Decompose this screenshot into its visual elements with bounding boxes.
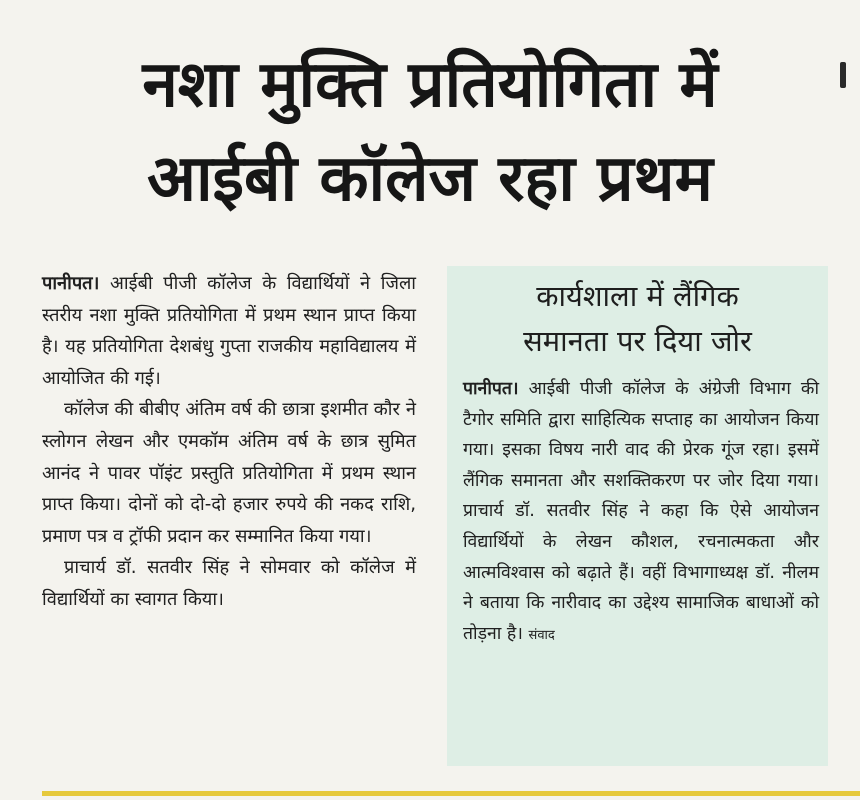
side-story-credit: संवाद bbox=[528, 627, 555, 643]
headline bbox=[0, 38, 860, 226]
side-story-title-line-2: समानता पर दिया जोर bbox=[523, 324, 752, 358]
side-story-box bbox=[447, 266, 828, 766]
side-story-title-line-1: कार्यशाला में लैंगिक bbox=[536, 279, 739, 313]
main-story-paragraph-1-text: आईबी पीजी कॉलेज के विद्यार्थियों ने जिला स्तरीय नशा मुक्ति प्रतियोगिता में प्रथम स्थान प्राप्त किया है। यह प्रतियोगिता देशबंधु गुप्ता राजकीय महाविद्यालय में आयोजित की गई। bbox=[42, 273, 416, 389]
main-story bbox=[42, 268, 416, 616]
main-story-paragraph-2: कॉलेज की बीबीए अंतिम वर्ष की छात्रा इशमीत कौर ने स्लोगन लेखन और एमकॉम अंतिम वर्ष के छात्र सुमित आनंद ने पावर पॉइंट प्रस्तुति प्रतियोगिता में प्रथम स्थान प्राप्त किया। दोनों को दो-दो हजार रुपये की नकद राशि, प्रमाण पत्र व ट्रॉफी प्रदान कर सम्मानित किया गया। bbox=[42, 399, 416, 547]
main-story-dateline: पानीपत। bbox=[42, 273, 100, 294]
bottom-rule bbox=[42, 791, 860, 796]
side-story-title bbox=[447, 274, 828, 364]
side-story-text: आईबी पीजी कॉलेज के अंग्रेजी विभाग की टैगोर समिति द्वारा साहित्यिक सप्ताह का आयोजन किया गया। इसका विषय नारी वाद की प्रेरक गूंज रहा। इसमें लैंगिक समानता और सशक्तिकरण पर जोर दिया गया।प्राचार्य डॉ. सतवीर सिंह ने कहा कि ऐसे आयोजन विद्यार्थियों के लेखन कौशल, रचनात्मकता और आत्मविश्वास को बढ़ाते हैं। वहीं विभागाध्यक्ष डॉ. नीलम ने बताया कि नारीवाद का उद्देश्य सामाजिक बाधाओं को तोड़ना है। bbox=[463, 379, 819, 644]
side-story-body bbox=[463, 374, 819, 651]
side-story-dateline: पानीपत। bbox=[463, 379, 519, 399]
headline-line-1: नशा मुक्ति प्रतियोगिता में bbox=[142, 48, 718, 122]
headline-line-2: आईबी कॉलेज रहा प्रथम bbox=[147, 142, 713, 216]
main-story-paragraph-1 bbox=[42, 268, 416, 394]
main-story-paragraph-3: प्राचार्य डॉ. सतवीर सिंह ने सोमवार को कॉलेज में विद्यार्थियों का स्वागत किया। bbox=[42, 557, 416, 610]
